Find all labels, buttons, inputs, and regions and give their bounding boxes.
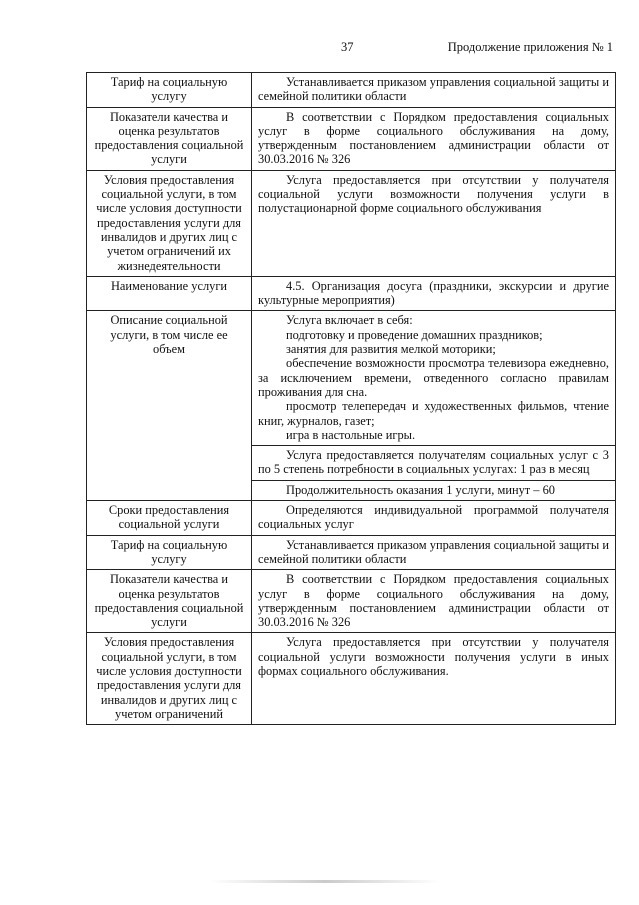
description-label: Описание социальной услуги, в том числе ее объем [87,311,252,501]
description-line: просмотр телепередач и художественных фильмов, чтение книг, журналов, газет; [258,399,609,428]
page-number: 37 [341,40,354,54]
row-value-text: Услуга предоставляется при отсутствии у получателя социальной услуги возможности получения услуги в полустационарной форме социального обслуживания [258,172,609,216]
row-label: Тариф на социальную услугу [87,73,252,108]
row-value [252,633,616,725]
row-value-text: Устанавливается приказом управления социальной защиты и семейной политики области [258,537,609,566]
row-value [252,570,616,633]
table-row [87,535,616,570]
row-value-text: Услуга предоставляется при отсутствии у получателя социальной услуги возможности получения услуги в иных формах социального обслуживания. [258,635,609,678]
row-value-text: Устанавливается приказом управления социальной защиты и семейной политики области [258,75,609,104]
table-row [87,501,616,536]
row-value [252,276,616,311]
page-header [86,40,613,58]
row-value-text: Определяются индивидуальной программой получателя социальных услуг [258,503,609,532]
appendix-continuation-note: Продолжение приложения № 1 [447,40,613,54]
row-label: Условия предоставления социальной услуги, в том числе условия доступности предоставления услуги для инвалидов и других лиц с учетом ограничений их жизнедеятельности [87,170,252,276]
table-row-description [87,311,616,446]
description-line: подготовку и проведение домашних праздников; [286,327,543,342]
row-label: Условия предоставления социальной услуги, в том числе условия доступности предоставления услуги для инвалидов и других лиц с учетом ограничений [87,633,252,725]
row-value [252,501,616,536]
description-line: игра в настольные игры. [286,427,416,442]
table-row [87,170,616,276]
description-line: обеспечение возможности просмотра телевизора ежедневно, за исключением времени, отведенного согласно правилам проживания для сна. [258,356,609,399]
row-label: Показатели качества и оценка результатов предоставления социальной услуги [87,570,252,633]
frequency-text: Услуга предоставляется получателям социальных услуг с 3 по 5 степень потребности в социальных услугах: 1 раз в месяц [258,448,609,477]
row-value [252,170,616,276]
duration-cell [252,480,616,500]
duration-text: Продолжительность оказания 1 услуги, минут – 60 [286,482,555,497]
table-row [87,570,616,633]
row-value [252,535,616,570]
row-value [252,73,616,108]
row-value-text: В соответствии с Порядком предоставления социальных услуг в форме социального обслуживания на дому, утвержденным постановлением администрации области от 30.03.2016 № 326 [258,572,609,630]
row-label: Сроки предоставления социальной услуги [87,501,252,536]
scan-artifact [210,880,440,883]
description-line: занятия для развития мелкой моторики; [286,342,496,357]
table-row [87,107,616,170]
table-row [87,633,616,725]
table-row [87,73,616,108]
service-description-table [86,72,616,725]
row-label: Показатели качества и оценка результатов предоставления социальной услуги [87,107,252,170]
frequency-cell [252,446,616,481]
row-label: Наименование услуги [87,276,252,311]
service-name: 4.5. Организация досуга (праздники, экскурсии и другие культурные мероприятия) [258,278,609,308]
table-row [87,276,616,311]
row-value-text: В соответствии с Порядком предоставления социальных услуг в форме социального обслуживания на дому, утвержденным постановлением администрации области от 30.03.2016 № 326 [258,109,609,167]
description-line: Услуга включает в себя: [286,313,413,328]
row-value [252,107,616,170]
description-content [252,311,616,446]
row-label: Тариф на социальную услугу [87,535,252,570]
